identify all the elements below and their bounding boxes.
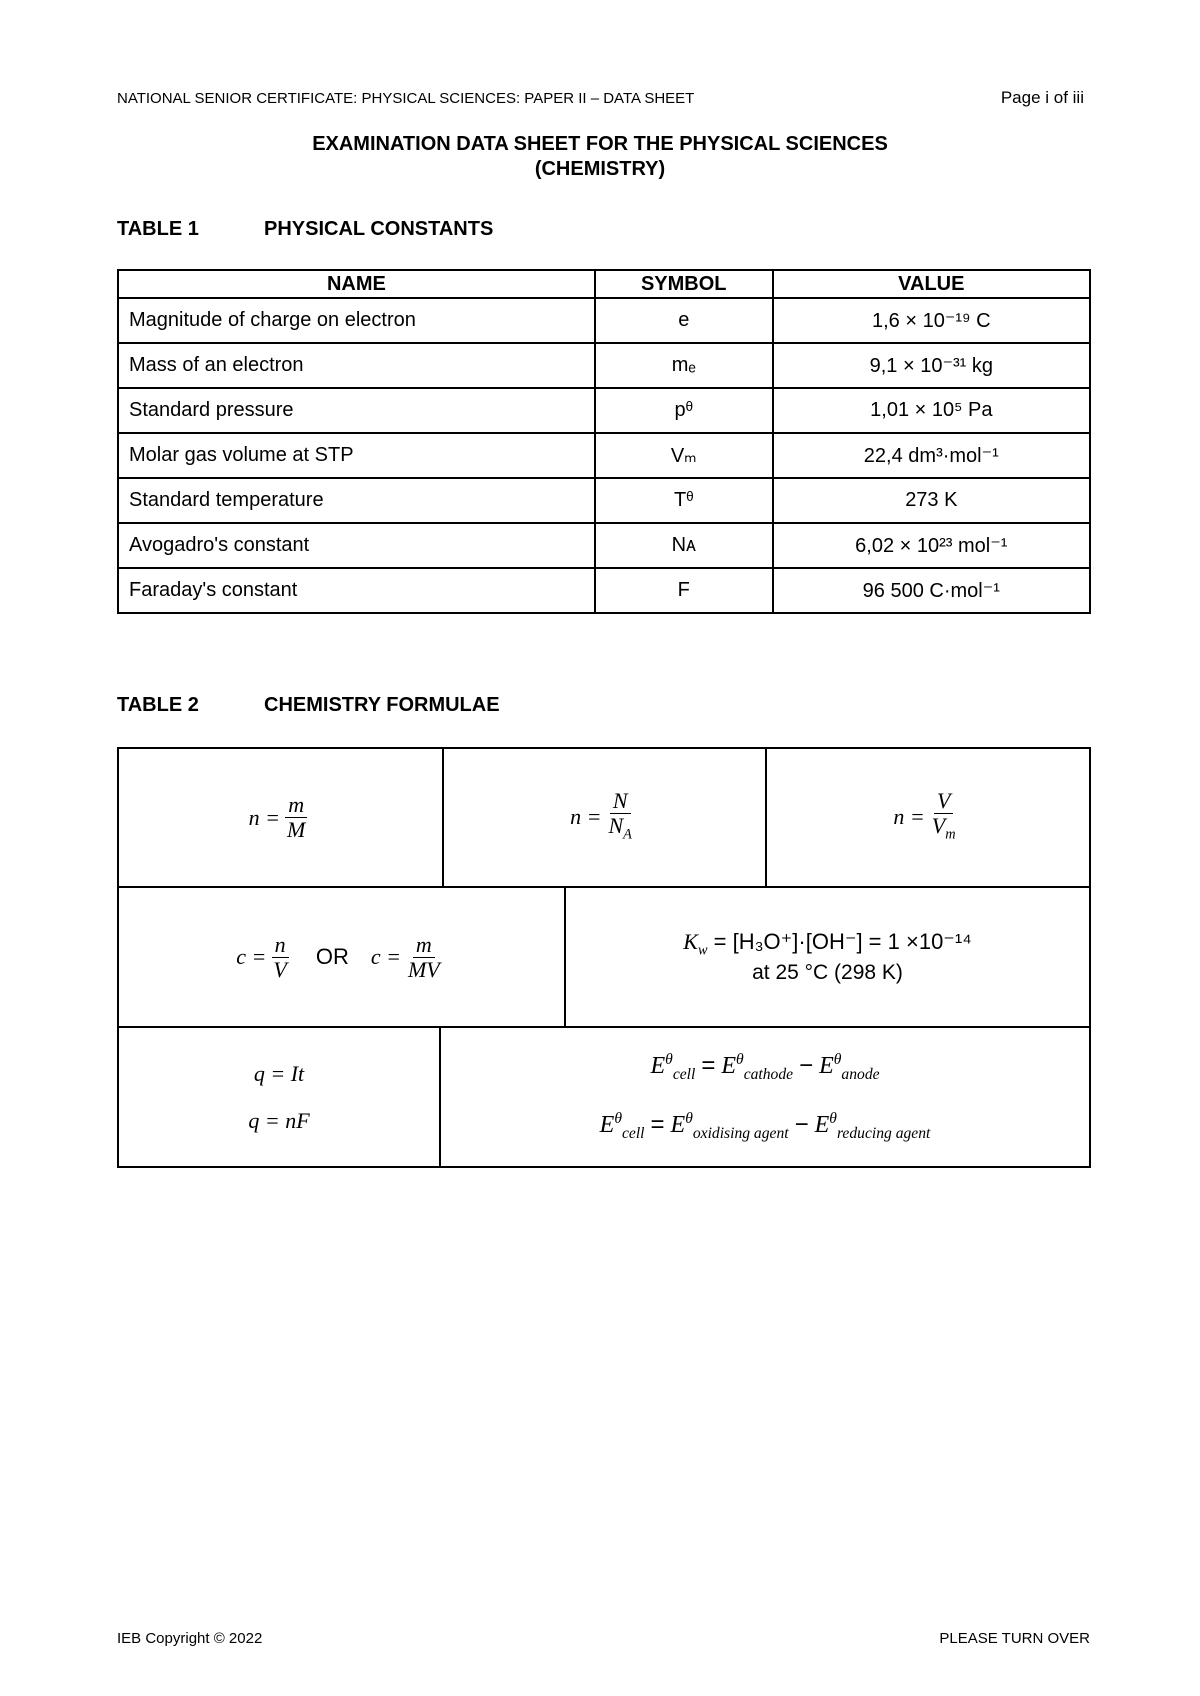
constant-value: 96 500 C·mol⁻¹: [773, 568, 1090, 613]
table1-caption: PHYSICAL CONSTANTS: [264, 218, 494, 240]
constant-symbol: Nᴀ: [595, 523, 773, 568]
constant-value: 1,6 × 10⁻¹⁹ C: [773, 298, 1090, 343]
constant-name: Molar gas volume at STP: [118, 433, 595, 478]
kw-symbol: K: [683, 928, 698, 954]
constant-name: Standard temperature: [118, 478, 595, 523]
theta-superscript: θ: [829, 1110, 837, 1128]
emf-symbol: E: [650, 1053, 666, 1080]
minus-sign: −: [794, 1111, 809, 1139]
constant-value: 6,02 × 10²³ mol⁻¹: [773, 523, 1090, 568]
constant-name: Mass of an electron: [118, 343, 595, 388]
emf-symbol: E: [721, 1053, 737, 1080]
formula-numerator: m: [285, 793, 307, 818]
formulae-row-2: [117, 886, 1091, 1028]
formula-denominator-subscript: m: [945, 826, 956, 843]
document-subtitle: (CHEMISTRY): [534, 158, 666, 180]
kw-expression: = [H₃O⁺]·[OH⁻] = 1 ×10⁻¹⁴: [713, 928, 972, 954]
formula-numerator: m: [413, 933, 435, 958]
table1-label: [117, 218, 493, 241]
constant-symbol: Vₘ: [595, 433, 773, 478]
table-row: [118, 568, 1090, 613]
minus-sign: −: [799, 1052, 814, 1080]
page-number: Page i of iii: [1000, 88, 1084, 107]
theta-superscript: θ: [736, 1051, 744, 1069]
formulae-row-3: [117, 1026, 1091, 1168]
formula-denominator-subscript: A: [623, 826, 632, 843]
column-header-value: VALUE: [773, 270, 1090, 298]
kw-subscript: w: [697, 942, 708, 959]
formula-concentration: [119, 888, 566, 1026]
document-title: EXAMINATION DATA SHEET FOR THE PHYSICAL SCIENCES: [312, 133, 888, 155]
theta-superscript: θ: [665, 1051, 673, 1069]
constant-value: 273 K: [773, 478, 1090, 523]
table-row: [118, 433, 1090, 478]
theta-superscript: θ: [685, 1110, 693, 1128]
formula-lhs: n =: [570, 804, 602, 830]
table-header-row: [118, 270, 1090, 298]
formula-lhs: n =: [893, 804, 925, 830]
emf-symbol: E: [670, 1112, 686, 1139]
emf-subscript: oxidising agent: [692, 1124, 789, 1142]
formula-denominator: N: [608, 812, 624, 838]
formula-charge-faraday: q = nF: [248, 1107, 310, 1133]
formula-water-ionisation: [566, 888, 1089, 1026]
formula-numerator: N: [610, 789, 631, 814]
formula-denominator: M: [287, 817, 306, 842]
formula-lhs: c =: [236, 944, 267, 969]
table2-number: TABLE 2: [117, 694, 199, 716]
emf-equation-electrodes: [650, 1051, 879, 1084]
table-row: [118, 343, 1090, 388]
constant-symbol: F: [595, 568, 773, 613]
formula-denominator: V: [931, 812, 946, 838]
constant-name: Faraday's constant: [118, 568, 595, 613]
formula-charge-current: q = It: [253, 1060, 305, 1086]
formulae-row-1: [117, 747, 1091, 888]
constant-value: 9,1 × 10⁻³¹ kg: [773, 343, 1090, 388]
column-header-name: NAME: [118, 270, 595, 298]
formula-numerator: V: [934, 789, 953, 814]
table-row: [118, 523, 1090, 568]
emf-subscript: cell: [672, 1065, 696, 1083]
formula-moles-particles: [444, 749, 767, 886]
emf-subscript: cathode: [743, 1065, 794, 1083]
constant-symbol: Tᶿ: [595, 478, 773, 523]
physical-constants-table: [117, 269, 1091, 614]
formula-moles-volume: [767, 749, 1089, 886]
formula-denominator: V: [273, 956, 287, 982]
formula-lhs: c =: [370, 944, 401, 969]
equals-sign: =: [650, 1111, 665, 1139]
kw-equation: [683, 929, 971, 959]
emf-symbol: E: [599, 1112, 615, 1139]
emf-subscript: cell: [621, 1124, 645, 1142]
constant-name: Avogadro's constant: [118, 523, 595, 568]
formula-lhs: n =: [248, 804, 281, 830]
formula-numerator: n: [272, 933, 289, 958]
emf-subscript: anode: [841, 1065, 880, 1083]
table2-caption: CHEMISTRY FORMULAE: [264, 694, 500, 716]
copyright-notice: IEB Copyright © 2022: [117, 1630, 263, 1647]
table-row: [118, 478, 1090, 523]
formula-cell-potential: [441, 1028, 1089, 1166]
constant-symbol: mₑ: [595, 343, 773, 388]
formula-denominator: MV: [407, 956, 440, 982]
table1-number: TABLE 1: [117, 218, 199, 240]
formula-moles-mass: [119, 749, 444, 886]
theta-superscript: θ: [833, 1051, 842, 1069]
constant-symbol: e: [595, 298, 773, 343]
emf-symbol: E: [814, 1112, 830, 1139]
column-header-symbol: SYMBOL: [595, 270, 773, 298]
constant-name: Standard pressure: [118, 388, 595, 433]
table-row: [118, 298, 1090, 343]
turn-over-notice: PLEASE TURN OVER: [939, 1630, 1090, 1647]
table2-label: [117, 694, 500, 717]
page-header-title: NATIONAL SENIOR CERTIFICATE: PHYSICAL SCIENCES: PAPER II – DATA SHEET: [117, 90, 695, 107]
constant-name: Magnitude of charge on electron: [118, 298, 595, 343]
formula-charge: [119, 1028, 441, 1166]
equals-sign: =: [701, 1052, 716, 1080]
kw-condition: at 25 °C (298 K): [752, 961, 903, 985]
emf-equation-agents: [600, 1110, 931, 1143]
table-row: [118, 388, 1090, 433]
emf-symbol: E: [819, 1053, 834, 1080]
constant-value: 22,4 dm³·mol⁻¹: [773, 433, 1090, 478]
formula-or-label: OR: [315, 944, 349, 969]
theta-superscript: θ: [614, 1110, 622, 1128]
constant-symbol: pᶿ: [595, 388, 773, 433]
emf-subscript: reducing agent: [836, 1124, 931, 1142]
constant-value: 1,01 × 10⁵ Pa: [773, 388, 1090, 433]
